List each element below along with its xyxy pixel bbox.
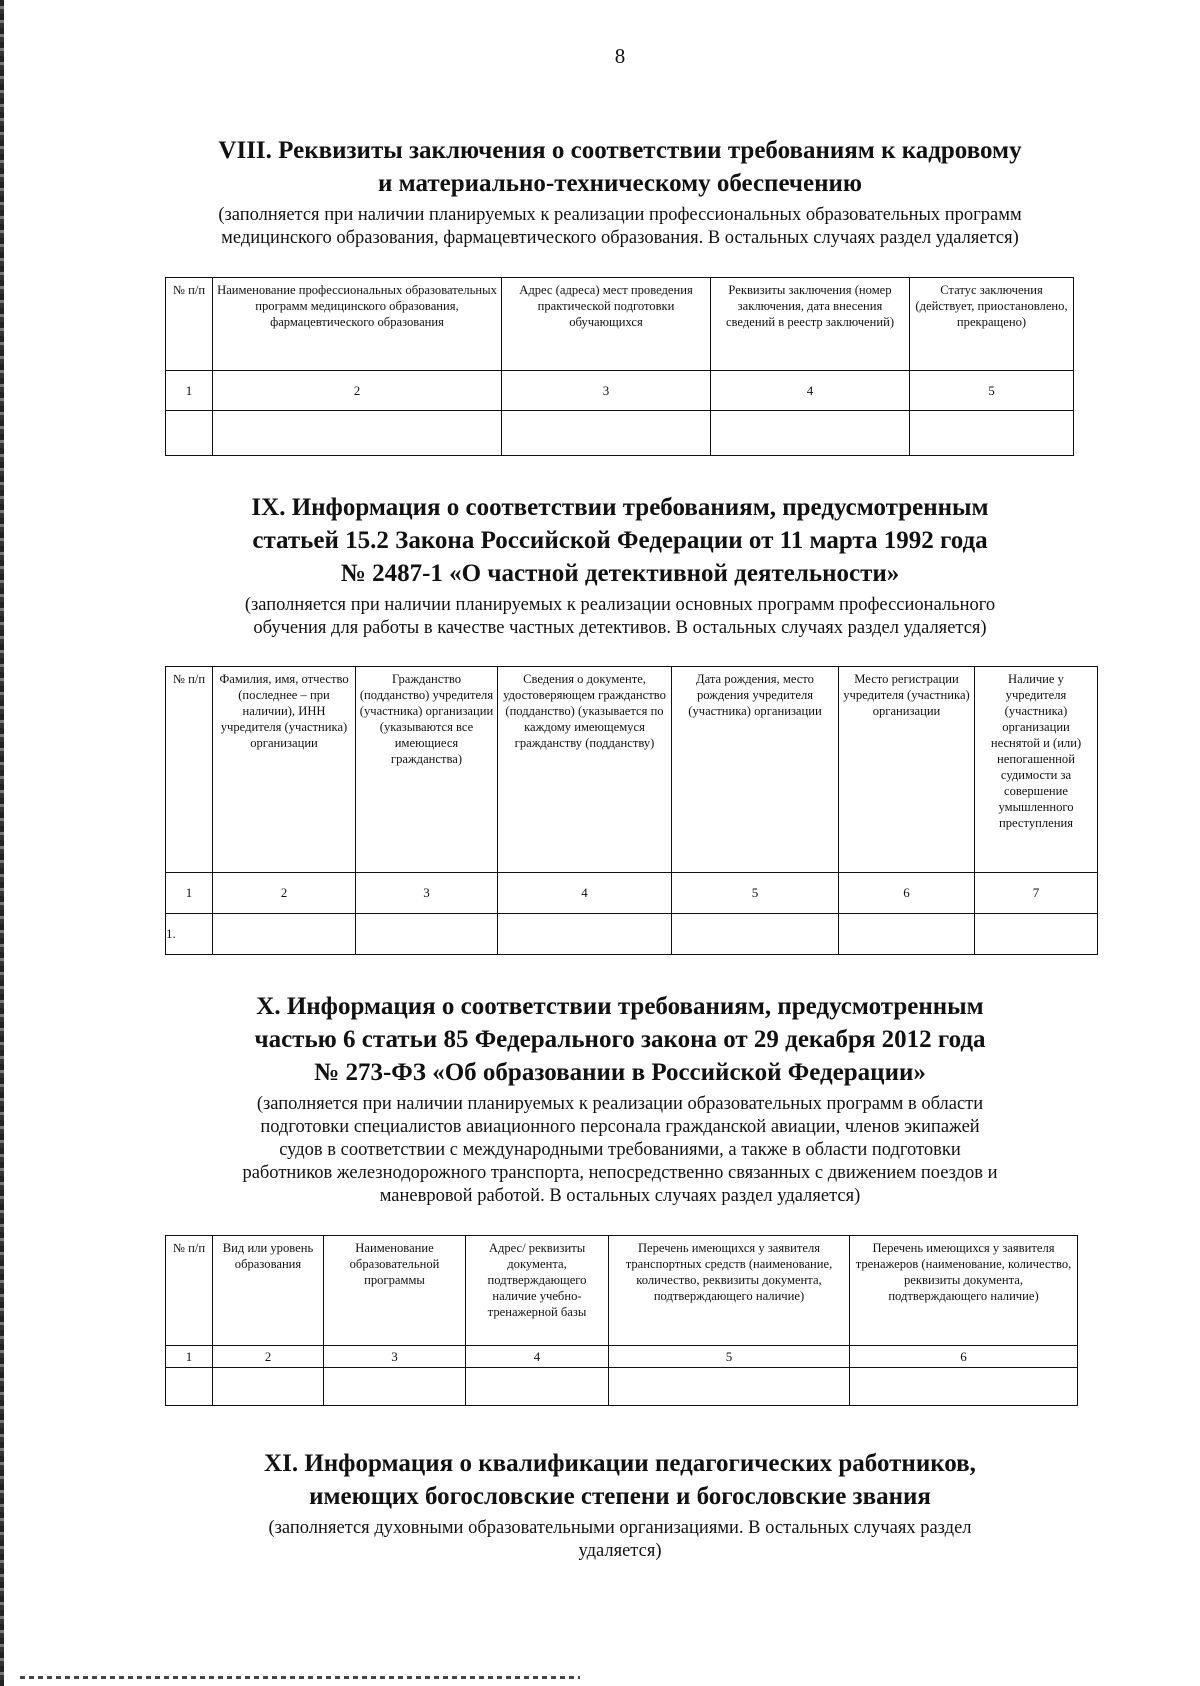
table-header-cell: Статус заключения (действует, приостановлено, прекращено) <box>910 278 1074 371</box>
table-header-cell: Перечень имеющихся у заявителя транспортных средств (наименование, количество, реквизиты документа, подтверждающего наличие) <box>609 1236 850 1346</box>
table-ix <box>165 666 1098 955</box>
empty-cell <box>850 1368 1078 1406</box>
table-header-cell: Вид или уровень образования <box>213 1236 324 1346</box>
table-header-cell: № п/п <box>166 667 213 873</box>
section-x-heading <box>160 990 1080 1208</box>
section-viii-note: (заполняется при наличии планируемых к реализации профессиональных образовательных программ медицинского образования, фармацевтического образования. В остальных случаях раздел удаляется) <box>218 205 1022 248</box>
table-header-cell: Сведения о документе, удостоверяющем гражданство (подданство) (указывается по каждому имеющемуся гражданству (подданству) <box>498 667 672 873</box>
section-x-note: (заполняется при наличии планируемых к реализации образовательных программ в области подготовки специалистов авиационного персонала гражданской авиации, членов экипажей судов в соответствии с международными требованиями, а также в области подготовки работников железнодорожного транспорта, непосредственно связанных с движением поездов и маневровой работой. В остальных случаях раздел удаляется) <box>242 1094 998 1206</box>
table-header-cell: Место регистрации учредителя (участника) организации <box>839 667 975 873</box>
column-number-cell: 6 <box>839 873 975 914</box>
empty-cell <box>356 914 498 955</box>
section-ix-title: IX. Информация о соответствии требованиям, предусмотренным статьей 15.2 Закона Российской Федерации от 11 марта 1992 года № 2487-1 «О частной детективной деятельности» <box>251 494 989 587</box>
table-row <box>166 411 1074 456</box>
section-viii-title: VIII. Реквизиты заключения о соответствии требованиям к кадровому и материально-техническому обеспечению <box>218 137 1022 197</box>
page-number: 8 <box>614 44 626 68</box>
empty-cell <box>213 914 356 955</box>
scan-bottom-edge <box>20 1676 580 1679</box>
column-number-cell: 2 <box>213 873 356 914</box>
table-ix-number-row <box>166 873 1098 914</box>
table-ix-header-row <box>166 667 1098 873</box>
empty-cell <box>672 914 839 955</box>
row-number-cell: 1. <box>166 914 213 955</box>
empty-cell <box>839 914 975 955</box>
table-header-cell: Гражданство (подданство) учредителя (участника) организации (указываются все имеющиеся гражданства) <box>356 667 498 873</box>
empty-cell <box>910 411 1074 456</box>
section-xi-heading <box>160 1447 1080 1563</box>
column-number-cell: 3 <box>502 371 711 411</box>
table-x <box>165 1235 1078 1406</box>
empty-cell <box>502 411 711 456</box>
table-row <box>166 914 1098 955</box>
column-number-cell: 5 <box>672 873 839 914</box>
column-number-cell: 6 <box>850 1346 1078 1368</box>
section-x-title: X. Информация о соответствии требованиям, предусмотренным частью 6 статьи 85 Федерального закона от 29 декабря 2012 года № 273-ФЗ «Об образовании в Российской Федерации» <box>254 993 986 1086</box>
column-number-cell: 4 <box>711 371 910 411</box>
table-x-header-row <box>166 1236 1078 1346</box>
empty-cell <box>213 411 502 456</box>
empty-cell <box>609 1368 850 1406</box>
empty-cell <box>324 1368 466 1406</box>
column-number-cell: 2 <box>213 371 502 411</box>
table-viii-number-row <box>166 371 1074 411</box>
empty-cell <box>498 914 672 955</box>
column-number-cell: 7 <box>975 873 1098 914</box>
table-header-cell: Дата рождения, место рождения учредителя (участника) организации <box>672 667 839 873</box>
table-row <box>166 1368 1078 1406</box>
table-header-cell: Наименование образовательной программы <box>324 1236 466 1346</box>
column-number-cell: 1 <box>166 1346 213 1368</box>
column-number-cell: 5 <box>609 1346 850 1368</box>
column-number-cell: 1 <box>166 371 213 411</box>
table-header-cell: Перечень имеющихся у заявителя тренажеров (наименование, количество, реквизиты документа, подтверждающего наличие) <box>850 1236 1078 1346</box>
empty-cell <box>213 1368 324 1406</box>
column-number-cell: 4 <box>466 1346 609 1368</box>
empty-cell <box>166 411 213 456</box>
table-header-cell: № п/п <box>166 1236 213 1346</box>
table-header-cell: № п/п <box>166 278 213 371</box>
column-number-cell: 5 <box>910 371 1074 411</box>
table-viii <box>165 277 1074 456</box>
table-header-cell: Наименование профессиональных образовательных программ медицинского образования, фармацевтического образования <box>213 278 502 371</box>
table-header-cell: Наличие у учредителя (участника) организации неснятой и (или) непогашенной судимости за совершение умышленного преступления <box>975 667 1098 873</box>
column-number-cell: 1 <box>166 873 213 914</box>
empty-cell <box>711 411 910 456</box>
table-header-cell: Реквизиты заключения (номер заключения, дата внесения сведений в реестр заключений) <box>711 278 910 371</box>
table-header-cell: Фамилия, имя, отчество (последнее – при наличии), ИНН учредителя (участника) организации <box>213 667 356 873</box>
column-number-cell: 3 <box>356 873 498 914</box>
column-number-cell: 3 <box>324 1346 466 1368</box>
column-number-cell: 2 <box>213 1346 324 1368</box>
table-viii-header-row <box>166 278 1074 371</box>
empty-cell <box>466 1368 609 1406</box>
table-header-cell: Адрес/ реквизиты документа, подтверждающего наличие учебно-тренажерной базы <box>466 1236 609 1346</box>
column-number-cell: 4 <box>498 873 672 914</box>
empty-cell <box>975 914 1098 955</box>
table-x-number-row <box>166 1346 1078 1368</box>
table-header-cell: Адрес (адреса) мест проведения практической подготовки обучающихся <box>502 278 711 371</box>
scan-left-edge <box>0 0 4 1686</box>
section-viii-heading <box>160 134 1080 250</box>
section-xi-note: (заполняется духовными образовательными организациями. В остальных случаях раздел удаляется) <box>268 1518 972 1561</box>
section-ix-heading <box>160 491 1080 640</box>
section-ix-note: (заполняется при наличии планируемых к реализации основных программ профессионального обучения для работы в качестве частных детективов. В остальных случаях раздел удаляется) <box>244 595 996 638</box>
section-xi-title: XI. Информация о квалификации педагогических работников, имеющих богословские степени и богословские звания <box>264 1450 976 1510</box>
empty-cell <box>166 1368 213 1406</box>
